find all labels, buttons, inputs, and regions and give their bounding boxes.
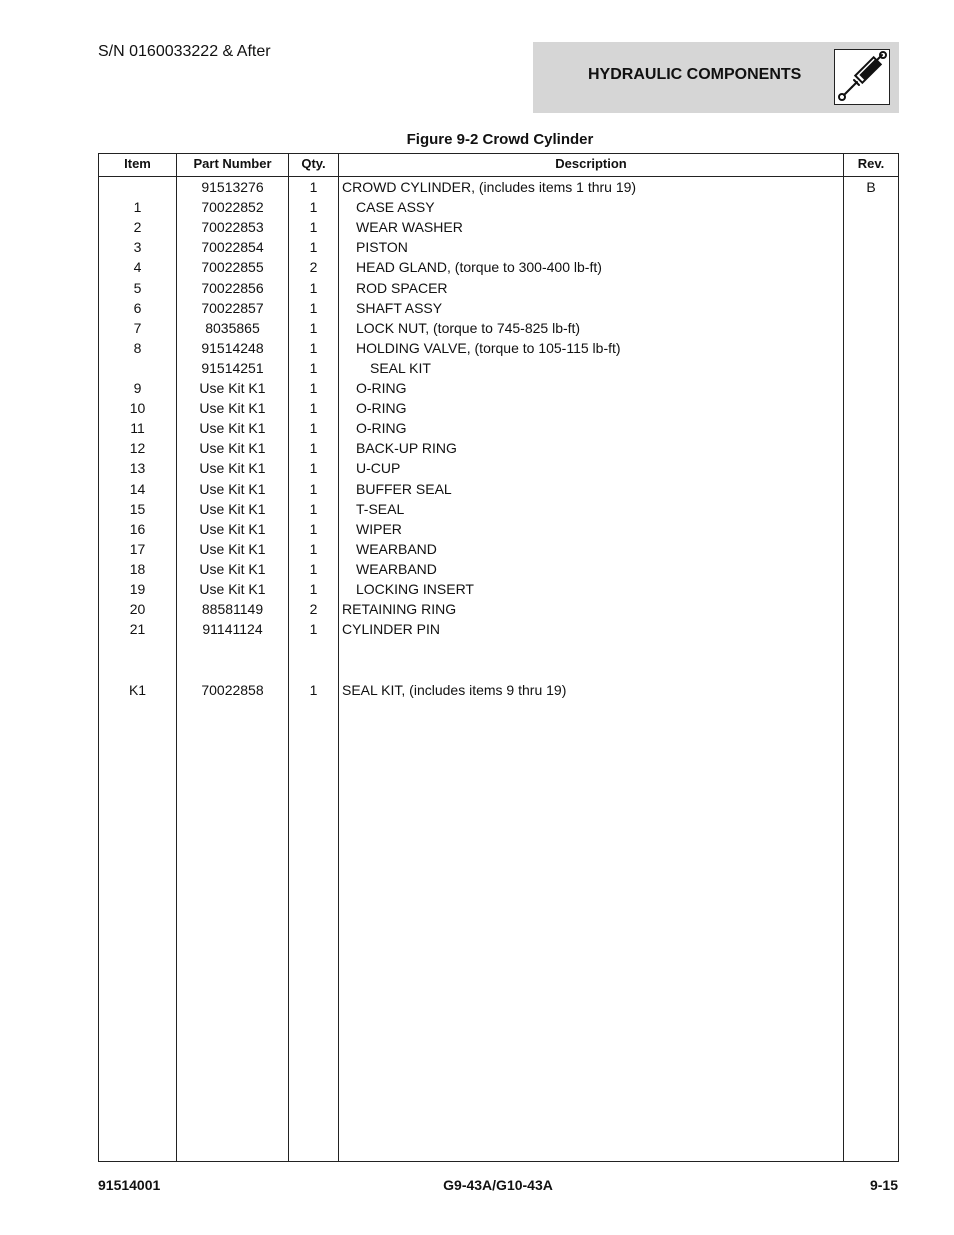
item-cell: 20 bbox=[129, 601, 146, 618]
item-cell: 15 bbox=[129, 500, 146, 517]
table-row bbox=[99, 197, 898, 217]
part-number-cell: Use Kit K1 bbox=[199, 520, 266, 537]
part-number-cell: Use Kit K1 bbox=[199, 380, 266, 396]
item-cell: 1 bbox=[133, 199, 142, 216]
table-row bbox=[99, 539, 898, 559]
qty-cell: 1 bbox=[309, 279, 318, 296]
part-number-cell: 91514248 bbox=[201, 339, 264, 356]
qty-cell: 1 bbox=[309, 560, 318, 577]
part-number-cell: 70022852 bbox=[201, 199, 264, 216]
hydraulic-cylinder-icon bbox=[834, 49, 890, 105]
header-item: Item bbox=[124, 156, 151, 171]
table-row bbox=[99, 579, 898, 599]
footer-page-number: 9-15 bbox=[869, 1177, 898, 1193]
item-cell: 17 bbox=[129, 540, 146, 557]
description-cell: BACK-UP RING bbox=[356, 440, 457, 457]
description-cell: SHAFT ASSY bbox=[356, 299, 443, 316]
part-number-cell: 91141124 bbox=[202, 621, 263, 638]
qty-cell: 1 bbox=[309, 621, 318, 638]
description-cell: CROWD CYLINDER, (includes items 1 thru 19) bbox=[342, 179, 637, 195]
serial-number: S/N 0160033222 & After bbox=[98, 43, 271, 60]
part-number-cell: Use Kit K1 bbox=[199, 581, 266, 597]
part-number-cell: 91513276 bbox=[201, 179, 264, 195]
footer-model: G9-43A/G10-43A bbox=[443, 1177, 553, 1193]
description-cell: O-RING bbox=[356, 380, 407, 396]
description-cell: LOCKING INSERT bbox=[356, 581, 474, 597]
part-number-cell: Use Kit K1 bbox=[199, 560, 266, 577]
part-number-cell: Use Kit K1 bbox=[199, 420, 266, 437]
description-cell: WEARBAND bbox=[356, 560, 437, 577]
figure-title: Figure 9-2 Crowd Cylinder bbox=[406, 131, 594, 148]
item-cell: 9 bbox=[133, 380, 142, 396]
rev-cell: B bbox=[866, 179, 876, 195]
table-row bbox=[99, 177, 898, 197]
qty-cell: 1 bbox=[309, 500, 318, 517]
section-title: HYDRAULIC COMPONENTS bbox=[588, 66, 802, 83]
part-number-cell: 70022856 bbox=[201, 279, 264, 296]
part-number-cell: Use Kit K1 bbox=[199, 460, 266, 477]
table-row bbox=[99, 599, 898, 619]
description-cell: U-CUP bbox=[356, 460, 401, 477]
header-qty: Qty. bbox=[301, 156, 326, 171]
qty-cell: 1 bbox=[309, 581, 318, 597]
table-row bbox=[99, 559, 898, 579]
description-cell: WIPER bbox=[356, 520, 402, 537]
table-row bbox=[99, 418, 898, 438]
item-cell: 6 bbox=[133, 299, 142, 316]
description-cell: HEAD GLAND, (torque to 300-400 lb-ft) bbox=[356, 259, 602, 276]
qty-cell: 1 bbox=[309, 359, 318, 376]
item-cell: 12 bbox=[129, 440, 146, 457]
description-cell: PISTON bbox=[356, 239, 408, 256]
description-cell: HOLDING VALVE, (torque to 105-115 lb-ft) bbox=[356, 339, 621, 356]
qty-cell: 1 bbox=[309, 299, 318, 316]
description-cell: BUFFER SEAL bbox=[356, 480, 452, 497]
section-banner bbox=[533, 42, 899, 113]
description-cell: O-RING bbox=[356, 420, 407, 437]
qty-cell: 1 bbox=[309, 681, 318, 698]
table-row bbox=[99, 479, 898, 499]
table-row bbox=[99, 639, 898, 659]
header-description: Description bbox=[555, 156, 627, 171]
item-cell: 10 bbox=[129, 400, 146, 417]
description-cell: WEARBAND bbox=[356, 540, 437, 557]
part-number-cell: Use Kit K1 bbox=[199, 500, 266, 517]
table-row bbox=[99, 257, 898, 277]
item-cell: 3 bbox=[133, 239, 142, 256]
description-cell: SEAL KIT bbox=[370, 359, 431, 376]
qty-cell: 1 bbox=[309, 420, 318, 437]
qty-cell: 1 bbox=[309, 239, 318, 256]
description-cell: CASE ASSY bbox=[356, 199, 435, 216]
table-row bbox=[99, 659, 898, 679]
item-cell: 2 bbox=[133, 219, 142, 236]
part-number-cell: 70022857 bbox=[201, 299, 264, 316]
description-cell: SEAL KIT, (includes items 9 thru 19) bbox=[342, 681, 567, 698]
part-number-cell: 70022855 bbox=[201, 259, 264, 276]
table-row bbox=[99, 298, 898, 318]
qty-cell: 1 bbox=[309, 480, 318, 497]
item-cell: 16 bbox=[129, 520, 146, 537]
qty-cell: 2 bbox=[309, 601, 318, 618]
description-cell: WEAR WASHER bbox=[356, 219, 463, 236]
part-number-cell: Use Kit K1 bbox=[199, 440, 266, 457]
table-row bbox=[99, 438, 898, 458]
item-cell: 14 bbox=[129, 480, 146, 497]
part-number-cell: 70022853 bbox=[201, 219, 264, 236]
parts-table bbox=[98, 153, 899, 1162]
qty-cell: 2 bbox=[309, 259, 318, 276]
qty-cell: 1 bbox=[309, 179, 318, 195]
table-row bbox=[99, 378, 898, 398]
item-cell: 11 bbox=[130, 420, 145, 437]
item-cell: 5 bbox=[133, 279, 142, 296]
qty-cell: 1 bbox=[309, 219, 318, 236]
description-cell: O-RING bbox=[356, 400, 407, 417]
qty-cell: 1 bbox=[309, 199, 318, 216]
item-cell: K1 bbox=[128, 681, 147, 698]
part-number-cell: Use Kit K1 bbox=[199, 480, 266, 497]
qty-cell: 1 bbox=[309, 319, 318, 336]
item-cell: 19 bbox=[129, 581, 146, 597]
table-row bbox=[99, 338, 898, 358]
qty-cell: 1 bbox=[309, 440, 318, 457]
qty-cell: 1 bbox=[309, 460, 318, 477]
part-number-cell: 70022854 bbox=[201, 239, 264, 256]
part-number-cell: 88581149 bbox=[201, 601, 264, 618]
table-row bbox=[99, 318, 898, 338]
table-row bbox=[99, 217, 898, 237]
part-number-cell: 91514251 bbox=[201, 359, 264, 376]
table-row bbox=[99, 398, 898, 418]
part-number-cell: 8035865 bbox=[205, 319, 260, 336]
qty-cell: 1 bbox=[309, 520, 318, 537]
item-cell: 13 bbox=[129, 460, 146, 477]
part-number-cell: 70022858 bbox=[201, 681, 264, 698]
item-cell: 4 bbox=[133, 259, 142, 276]
footer-part-number: 91514001 bbox=[98, 1177, 161, 1193]
table-row bbox=[99, 680, 898, 700]
header-part-number: Part Number bbox=[193, 156, 272, 171]
description-cell: CYLINDER PIN bbox=[342, 621, 441, 638]
qty-cell: 1 bbox=[309, 400, 318, 417]
table-row bbox=[99, 519, 898, 539]
item-cell: 7 bbox=[133, 319, 142, 336]
table-row bbox=[99, 237, 898, 257]
item-cell: 18 bbox=[129, 560, 146, 577]
description-cell: ROD SPACER bbox=[356, 279, 448, 296]
table-row bbox=[99, 358, 898, 378]
qty-cell: 1 bbox=[309, 540, 318, 557]
table-row bbox=[99, 278, 898, 298]
qty-cell: 1 bbox=[309, 339, 318, 356]
header-rev: Rev. bbox=[857, 156, 885, 171]
item-cell: 8 bbox=[133, 339, 142, 356]
part-number-cell: Use Kit K1 bbox=[199, 400, 266, 417]
qty-cell: 1 bbox=[309, 380, 318, 396]
item-cell: 21 bbox=[129, 621, 146, 638]
description-cell: LOCK NUT, (torque to 745-825 lb-ft) bbox=[356, 319, 581, 336]
table-row bbox=[99, 499, 898, 519]
description-cell: T-SEAL bbox=[356, 500, 405, 517]
part-number-cell: Use Kit K1 bbox=[199, 540, 266, 557]
table-row bbox=[99, 458, 898, 478]
table-row bbox=[99, 619, 898, 639]
description-cell: RETAINING RING bbox=[342, 601, 457, 618]
